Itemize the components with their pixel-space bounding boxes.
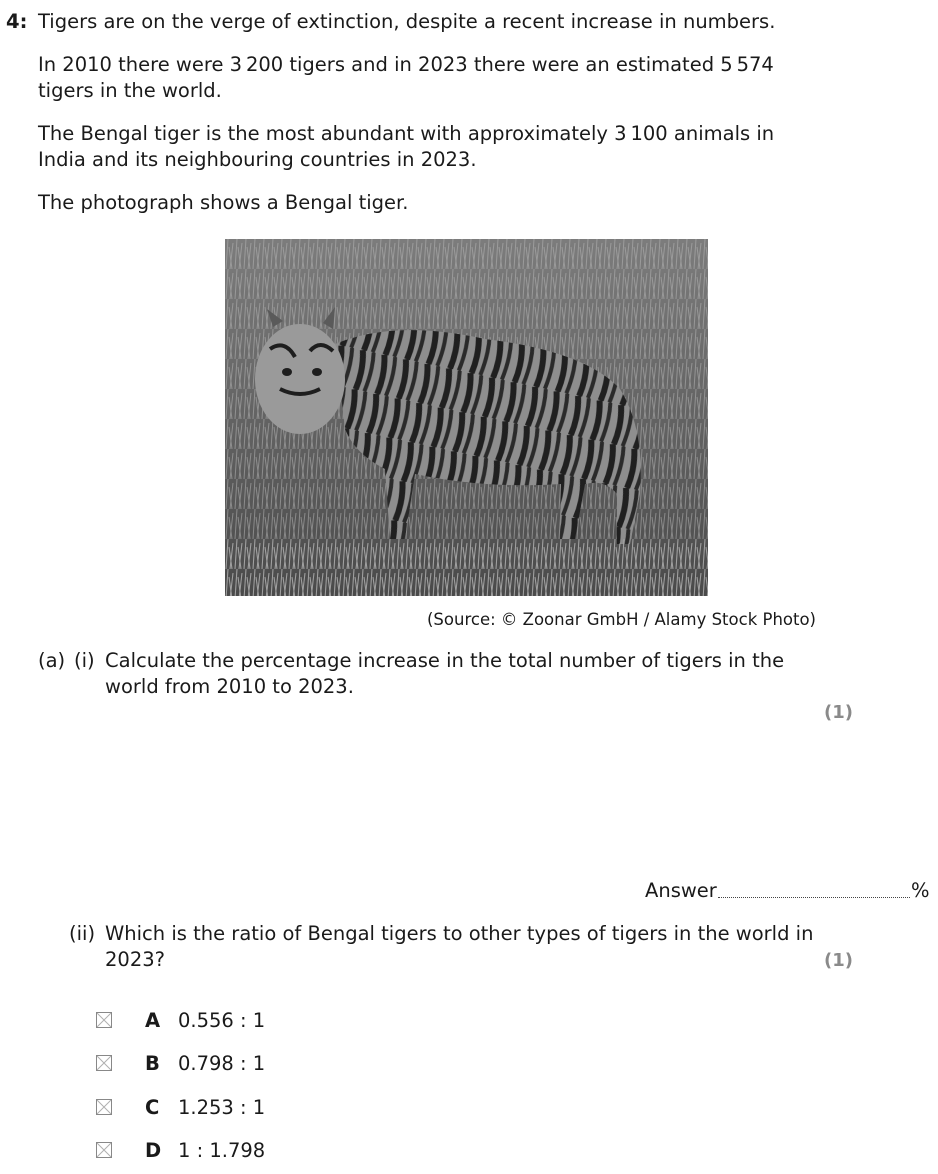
cross-box-icon bbox=[97, 1056, 111, 1070]
percent-unit: % bbox=[911, 879, 930, 902]
photo-caption: The photograph shows a Bengal tiger. bbox=[38, 191, 409, 214]
option-d-checkbox[interactable] bbox=[96, 1142, 112, 1158]
option-d-text: 1 : 1.798 bbox=[178, 1139, 266, 1162]
tiger-illustration bbox=[225, 239, 708, 596]
cross-box-icon bbox=[97, 1013, 111, 1027]
option-b-text: 0.798 : 1 bbox=[178, 1052, 266, 1075]
part-a-ii-marks: (1) bbox=[824, 950, 853, 971]
option-a-checkbox[interactable] bbox=[96, 1012, 112, 1028]
cross-box-icon bbox=[97, 1100, 111, 1114]
part-a-label: (a) bbox=[38, 649, 66, 672]
question-number: 4: bbox=[6, 10, 28, 33]
answer-label: Answer bbox=[645, 879, 717, 902]
question-intro: Tigers are on the verge of extinction, despite a recent increase in numbers. bbox=[38, 10, 776, 33]
option-c-letter: C bbox=[145, 1096, 160, 1119]
option-d-letter: D bbox=[145, 1139, 162, 1162]
photo-source: (Source: © Zoonar GmbH / Alamy Stock Photo) bbox=[426, 610, 816, 629]
part-i-label: (i) bbox=[74, 649, 95, 672]
bengal-tiger-photo bbox=[225, 239, 708, 596]
part-a-ii-text: Which is the ratio of Bengal tigers to other types of tigers in the world in 2023? bbox=[105, 922, 814, 971]
part-a-i-text: Calculate the percentage increase in the total number of tigers in the world from 2010 to 2023. bbox=[105, 649, 785, 698]
option-a-letter: A bbox=[145, 1009, 161, 1032]
option-a-text: 0.556 : 1 bbox=[178, 1009, 266, 1032]
option-b-checkbox[interactable] bbox=[96, 1055, 112, 1071]
bengal-paragraph: The Bengal tiger is the most abundant with approximately 3 100 animals in India and its neighbouring countries in 2023. bbox=[38, 122, 775, 171]
option-c-checkbox[interactable] bbox=[96, 1099, 112, 1115]
cross-box-icon bbox=[97, 1143, 111, 1157]
option-b-letter: B bbox=[145, 1052, 160, 1075]
part-ii-label: (ii) bbox=[69, 922, 96, 945]
population-paragraph: In 2010 there were 3 200 tigers and in 2023 there were an estimated 5 574 tigers in the world. bbox=[38, 53, 774, 102]
part-a-i-marks: (1) bbox=[824, 702, 853, 723]
option-c-text: 1.253 : 1 bbox=[178, 1096, 266, 1119]
answer-line[interactable] bbox=[718, 896, 910, 898]
